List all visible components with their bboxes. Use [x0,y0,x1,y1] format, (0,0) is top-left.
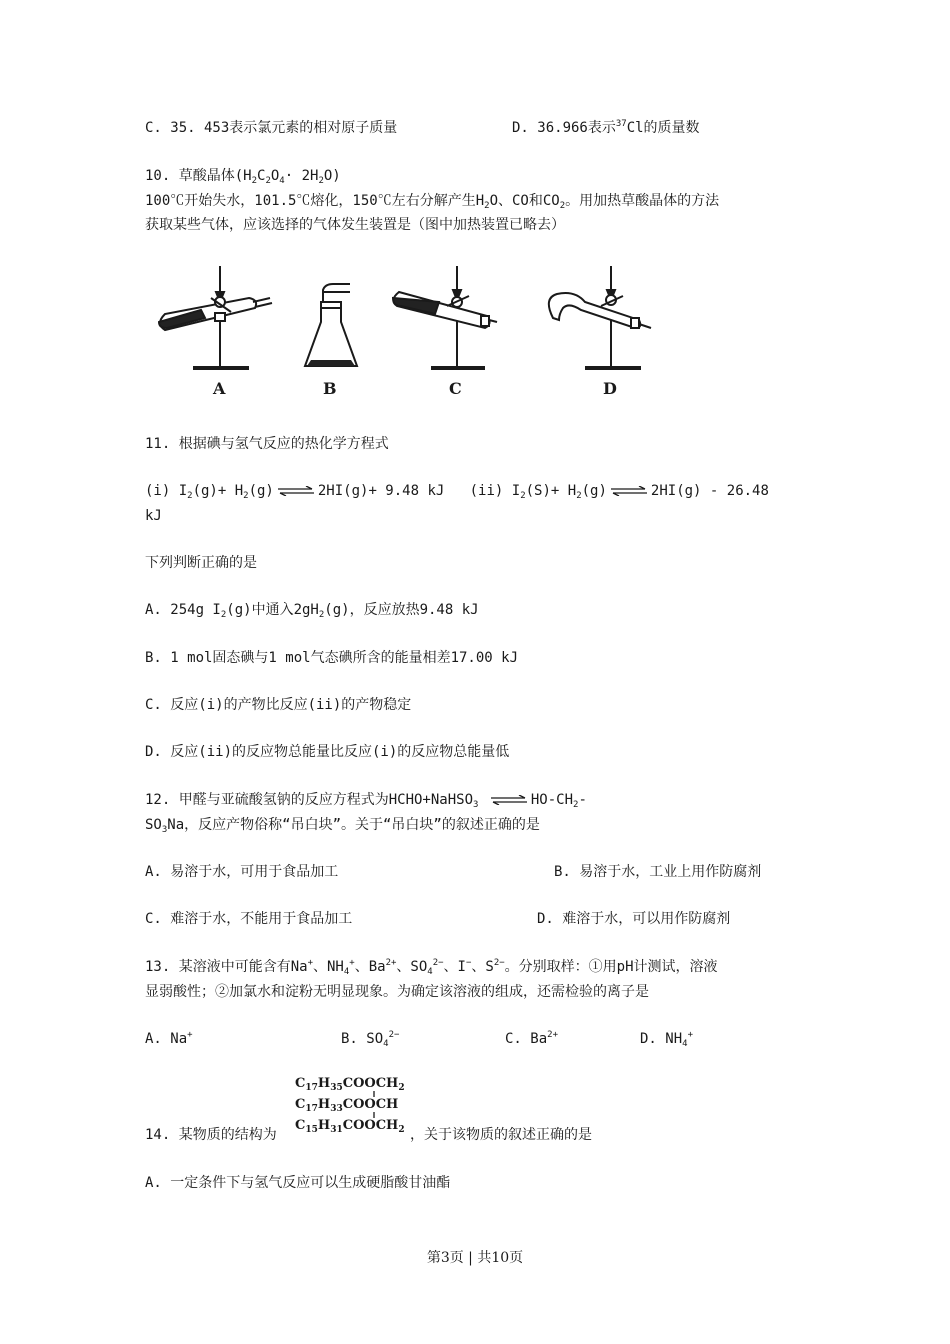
q13-line1: 13. 某溶液中可能含有Na+、$NH_4^+$、$Ba^{2+}$、$SO_4^{2-}$、I−、$S^{2-}$。分别取样：①用pH计测试，溶液 [145,958,718,977]
q10-line3: 获取某些气体，应该选择的气体发生装置是（图中加热装置已略去） [145,217,565,233]
q11-option-c: C. 反应(i)的产物比反应(ii)的产物稳定 [145,697,412,713]
q13-line2: 显弱酸性；②加氯水和淀粉无明显现象。为确定该溶液的组成，还需检验的离子是 [145,984,649,1000]
formula-line-2: $C_{17}H_{33}COOCH$ [295,1097,399,1114]
q14-title-post: ，关于该物质的叙述正确的是 [410,1127,592,1143]
q11-prompt: 下列判断正确的是 [145,555,257,571]
q9-option-d: D. 36.966表示$^{37}$Cl的质量数 [512,119,700,136]
q12-line2: $SO_3Na$，反应产物俗称“吊白块”。关于“吊白块”的叙述正确的是 [145,817,540,835]
q14-title-pre: 14. 某物质的结构为 [145,1127,277,1143]
q11-title: 11. 根据碘与氢气反应的热化学方程式 [145,436,389,452]
q14-option-a: A. 一定条件下与氢气反应可以生成硬脂酸甘油酯 [145,1175,451,1191]
q10-line2: 100℃开始失水，101.5℃熔化，150℃左右分解产生$H_2O$、CO和$CO_2$。用加热草酸晶体的方法 [145,193,720,211]
formula-line-1: $C_{17}H_{35}COOCH_2$ [295,1076,405,1093]
apparatus-label-d: D [603,379,617,398]
apparatus-label-c: C [449,379,462,398]
page-footer: 第3页 | 共10页 [426,1250,524,1266]
q12-option-a: A. 易溶于水，可用于食品加工 [145,864,339,880]
q11-eq-unit: kJ [145,508,162,524]
q9-option-c: C. 35. 453表示氯元素的相对原子质量 [145,120,398,136]
q12-option-d: D. 难溶于水，可以用作防腐剂 [537,911,731,927]
q11-option-a: A. 254g $I_2(g)$中通入$2gH_2(g)$，反应放热9.48 kJ [145,602,479,620]
q11-equations: (i) $I_2(g)+ H_2(g)$ 2HI(g)+ 9.48 kJ (ii) $I_2(S)+ H_2(g)$ 2HI(g) - 26.48 [145,483,769,501]
q11-option-d: D. 反应(ii)的反应物总能量比反应(i)的反应物总能量低 [145,744,510,760]
formula-line-3: $C_{15}H_{31}COOCH_2$ [295,1118,405,1135]
q11-option-b: B. 1 mol固态碘与1 mol气态碘所含的能量相差17.00 kJ [145,650,519,666]
q12-line1: 12. 甲醛与亚硫酸氢钠的反应方程式为HCHO+NaHSO$_3$ $HO-CH_2-$ [145,792,587,810]
q13-option-c: C. $Ba^{2+}$ [505,1030,558,1047]
q12-option-c: C. 难溶于水，不能用于食品加工 [145,911,353,927]
apparatus-label-b: B [323,379,337,398]
apparatus-label-a: A [213,379,226,398]
q13-option-a: A. Na+ [145,1030,193,1047]
q13-option-b: B. $SO_4^{2-}$ [341,1030,400,1049]
q13-option-d: D. $NH_4^+$ [640,1030,693,1049]
q10-title: 10. 草酸晶体$(H_2C_2O_4\cdot 2H_2O)$ [145,168,341,186]
q12-option-b: B. 易溶于水，工业上用作防腐剂 [554,864,762,880]
